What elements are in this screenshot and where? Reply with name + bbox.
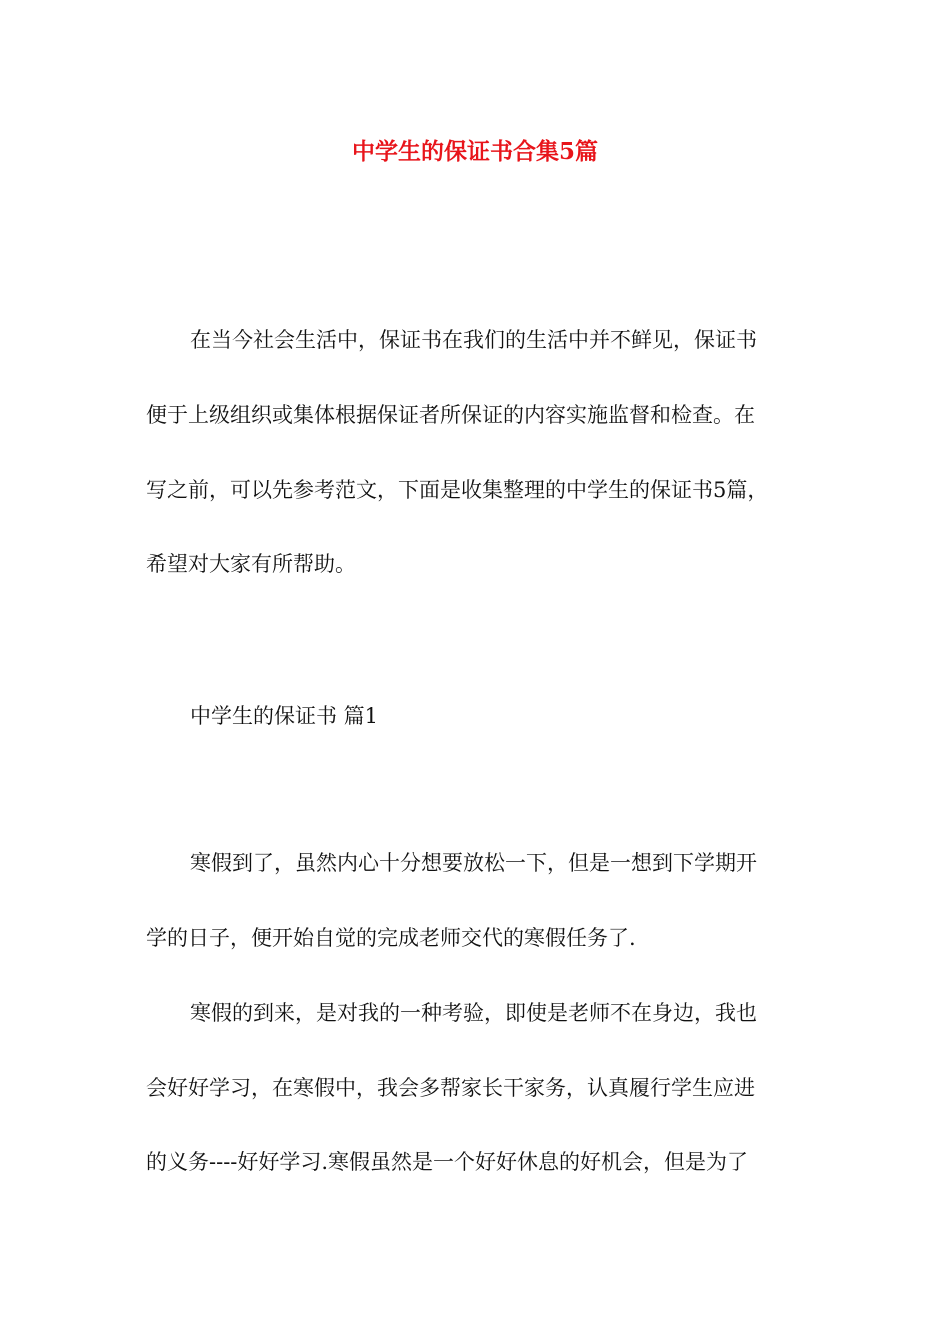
intro-line-2: 便于上级组织或集体根据保证者所保证的内容实施监督和检查。在 [146,403,755,427]
section-heading: 中学生的保证书 篇1 [190,704,379,728]
paragraph2-line-1: 寒假的到来，是对我的一种考验，即使是老师不在身边，我也 [190,1001,757,1025]
paragraph2-line-2: 会好好学习，在寒假中，我会多帮家长干家务，认真履行学生应进 [146,1076,755,1100]
paragraph1-line-1: 寒假到了，虽然内心十分想要放松一下，但是一想到下学期开 [190,851,757,875]
intro-line-1: 在当今社会生活中，保证书在我们的生活中并不鲜见，保证书 [190,328,757,352]
document-title: 中学生的保证书合集5篇 [351,138,598,165]
paragraph1-line-2: 学的日子，便开始自觉的完成老师交代的寒假任务了. [146,926,636,950]
paragraph2-line-3: 的义务----好好学习.寒假虽然是一个好好休息的好机会，但是为了 [146,1150,749,1174]
intro-line-4: 希望对大家有所帮助。 [146,552,356,576]
intro-line-3: 写之前，可以先参考范文，下面是收集整理的中学生的保证书5篇， [146,478,769,502]
